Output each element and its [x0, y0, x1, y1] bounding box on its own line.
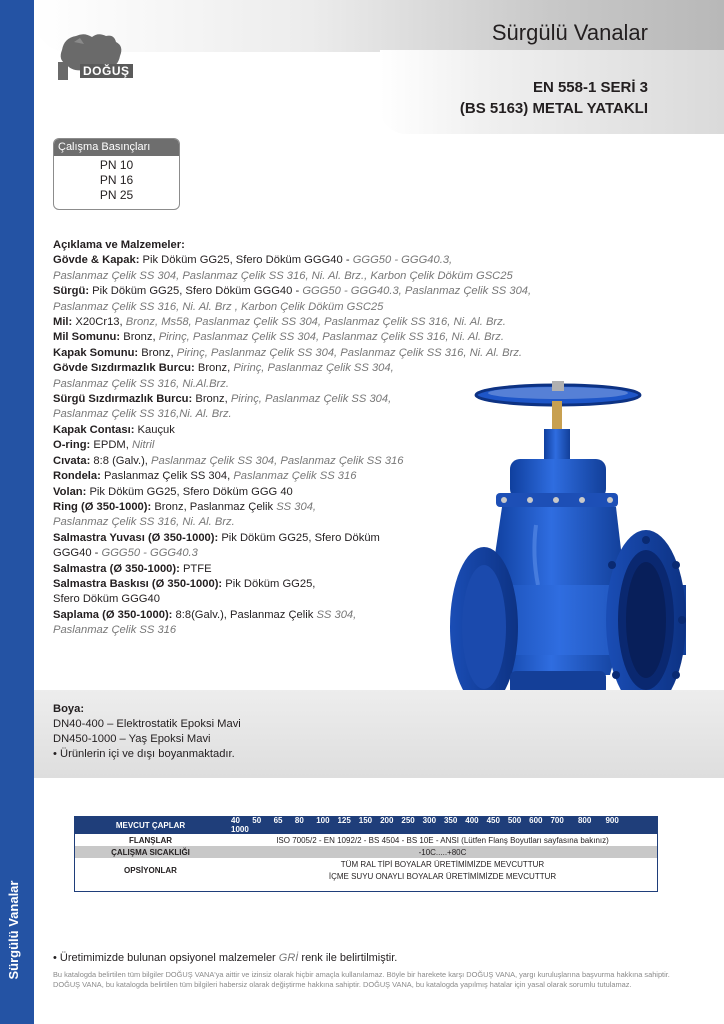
material-optional: Nitril [131, 439, 155, 452]
material-text: PTFE [179, 562, 212, 575]
size-value: 80 [294, 816, 304, 825]
material-label: Salmastra Baskısı (Ø 350-1000): [53, 577, 223, 590]
material-text: Pik Döküm GG25, Sfero Döküm GGG 40 [86, 485, 293, 498]
table-header-row [74, 816, 658, 834]
material-label: Mil Somunu: [53, 331, 121, 344]
size-value: 350 [443, 816, 458, 825]
material-line [53, 330, 573, 345]
material-optional: SS 304, [276, 500, 317, 513]
size-value: 400 [465, 816, 479, 825]
material-optional: GGG50 - GGG40.3, Paslanmaz Çelik SS 304, [302, 285, 532, 298]
material-line [53, 253, 573, 268]
material-optional: Pirinç, Paslanmaz Çelik SS 304, [233, 362, 394, 375]
footer-note [53, 952, 397, 964]
size-value: 1000 [231, 825, 249, 834]
paint-line: DN40-400 – Elektrostatik Epoksi Mavi [53, 718, 241, 730]
paint-info [53, 702, 241, 762]
material-text: Pik Döküm GG25, [222, 577, 316, 590]
size-value: 800 [577, 816, 592, 825]
pressure-value: PN 10 [99, 158, 134, 172]
options-value: TÜM RAL TİPİ BOYALAR ÜRETİMİMİZDE MEVCUTTUR [227, 858, 658, 870]
material-label: Saplama (Ø 350-1000): [53, 608, 173, 621]
material-optional: Paslanmaz Çelik SS 304, Paslanmaz Çelik SS 316 [151, 454, 404, 467]
material-label: Kapak Somunu: [53, 346, 139, 359]
material-label: Sürgü Sızdırmazlık Burcu: [53, 393, 193, 406]
material-label: Gövde Sızdırmazlık Burcu: [53, 362, 195, 375]
material-label: Cıvata: [53, 454, 91, 467]
material-text: Paslanmaz Çelik SS 304, [100, 470, 234, 483]
material-text: Pik Döküm GG25, Sfero Döküm GGG40 - [139, 254, 353, 267]
note-prefix: • Üretimimizde bulunan opsiyonel malzemeler [53, 952, 279, 964]
material-optional: Paslanmaz Çelik SS 316,Ni. Al. Brz. [53, 408, 232, 421]
material-text: Bronz, [120, 331, 159, 344]
material-optional: GGG50 - GGG40.3, [352, 254, 453, 267]
standard-line-1: EN 558-1 SERİ 3 [532, 79, 648, 96]
sidebar-label: Sürgülü Vanalar [6, 880, 21, 980]
standard-line-2: (BS 5163) METAL YATAKLI [459, 100, 648, 117]
materials-heading: Açıklama ve Malzemeler: [53, 239, 185, 251]
paint-line: • Ürünlerin içi ve dışı boyanmaktadır. [53, 748, 235, 760]
material-optional: Pirinç, Paslanmaz Çelik SS 304, Paslanmaz Çelik SS 316, Ni. Al. Brz. [176, 346, 523, 359]
sizes-label: MEVCUT ÇAPLAR [74, 816, 227, 834]
dogus-logo-icon [54, 28, 144, 88]
specs-table [74, 816, 658, 882]
material-text: 8:8 (Galv.), [90, 454, 152, 467]
size-value: 450 [486, 816, 500, 825]
page-title: Sürgülü Vanalar [491, 20, 648, 45]
temperature-value: -10C.....+80C [227, 846, 658, 858]
size-value: 50 [252, 816, 262, 825]
material-text: 8:8(Galv.), Paslanmaz Çelik [172, 608, 317, 621]
size-value: 150 [358, 816, 373, 825]
material-text: Kauçuk [134, 423, 175, 436]
size-value: 500 [507, 816, 522, 825]
material-label: Rondela: [53, 470, 101, 483]
material-line [53, 284, 573, 299]
material-optional: Paslanmaz Çelik SS 316 [53, 624, 177, 637]
material-line [53, 346, 573, 361]
temperature-label: ÇALIŞMA SICAKLIĞI [74, 846, 227, 858]
flanges-label: FLANŞLAR [74, 834, 227, 846]
material-optional: Paslanmaz Çelik SS 316, Ni. Al. Brz. [53, 516, 235, 529]
material-text: Sfero Döküm GGG40 [53, 593, 160, 606]
size-value: 600 [529, 816, 543, 825]
size-value: 250 [401, 816, 415, 825]
size-value: 65 [273, 816, 283, 825]
pressure-value: PN 16 [99, 173, 134, 187]
material-text: Pik Döküm GG25, Sfero Döküm [218, 531, 380, 544]
material-optional: Paslanmaz Çelik SS 316, Ni. Al. Brz , Karbon Çelik Döküm GSC25 [53, 300, 384, 313]
material-label: Gövde & Kapak: [53, 254, 140, 267]
paint-line: DN450-1000 – Yaş Epoksi Mavi [53, 733, 211, 745]
options-label: OPSİYONLAR [74, 858, 227, 882]
material-label: Mil: [53, 316, 73, 329]
material-label: Volan: [53, 485, 87, 498]
material-label: Salmastra Yuvası (Ø 350-1000): [53, 531, 219, 544]
material-line [53, 315, 573, 330]
material-line [53, 269, 573, 284]
pressure-heading: Çalışma Basınçları [54, 139, 179, 156]
material-text: EPDM, [90, 439, 132, 452]
note-grey: GRİ [278, 952, 299, 964]
disclaimer: Bu katalogda belirtilen tüm bilgiler DOĞUŞ VANA'ya aittir ve izinsiz olarak hiçbir amaçla kullanılamaz. Böyle bir harekete karşı DOĞUŞ VANA, yargı kuruluşlarına başvurma hakkına sahiptir. DOĞUŞ VANA, bu katalogda belirtilen tüm bilgileri habersiz olarak değiştirme hakkına sahiptir. DOĞUŞ VANA, bu katalogda yapılmış hatalar için yasal olarak sorumlu tutulamaz. [53, 970, 670, 989]
sizes-list [227, 816, 658, 834]
material-optional: SS 304, [316, 608, 357, 621]
material-optional: Bronz, Ms58, Paslanmaz Çelik SS 304, Paslanmaz Çelik SS 316, Ni. Al. Brz. [125, 316, 506, 329]
material-optional: Paslanmaz Çelik SS 316 [233, 470, 357, 483]
options-value: İÇME SUYU ONAYLI BOYALAR ÜRETİMİMİZDE MEVCUTTUR [227, 870, 658, 882]
material-line [53, 300, 573, 315]
material-text: Bronz, Paslanmaz Çelik [151, 500, 277, 513]
size-value: 200 [380, 816, 394, 825]
material-label: Salmastra (Ø 350-1000): [53, 562, 180, 575]
material-optional: Pirinç, Paslanmaz Çelik SS 304, Paslanmaz Çelik SS 316, Ni. Al. Brz. [158, 331, 504, 344]
flanges-value: ISO 7005/2 - EN 1092/2 - BS 4504 - BS 10E - ANSI (Lütfen Flanş Boyutları sayfasına bakınız) [227, 834, 658, 846]
gate-valve-image [440, 375, 715, 740]
material-text: Bronz, [138, 346, 177, 359]
size-value: 40 [231, 816, 240, 825]
paint-heading: Boya: [53, 703, 85, 715]
material-text: GGG40 - [53, 547, 102, 560]
material-optional: Paslanmaz Çelik SS 316, Ni.Al.Brz. [53, 377, 229, 390]
material-optional: Paslanmaz Çelik SS 304, Paslanmaz Çelik SS 316, Ni. Al. Brz., Karbon Çelik Döküm GSC25 [53, 269, 513, 282]
table-row [74, 846, 658, 858]
material-label: O-ring: [53, 439, 91, 452]
sidebar [0, 0, 34, 1024]
size-value: 300 [422, 816, 437, 825]
logo-text: DOĞUŞ [80, 64, 133, 78]
pressure-value: PN 25 [99, 188, 134, 202]
material-optional: Pirinç, Paslanmaz Çelik SS 304, [230, 393, 392, 406]
material-text: Pik Döküm GG25, Sfero Döküm GGG40 - [89, 285, 303, 298]
size-value: 700 [550, 816, 564, 825]
material-label: Sürgü: [53, 285, 90, 298]
material-optional: GGG50 - GGG40.3 [101, 547, 198, 560]
material-text: Bronz, [192, 393, 231, 406]
size-value: 900 [605, 816, 619, 825]
material-label: Ring (Ø 350-1000): [53, 500, 152, 513]
table-row [74, 858, 658, 870]
material-label: Kapak Contası: [53, 423, 135, 436]
pressure-box [53, 138, 180, 210]
material-text: Bronz, [194, 362, 234, 375]
size-value: 100 [316, 816, 330, 825]
size-value: 125 [337, 816, 351, 825]
note-suffix: renk ile belirtilmiştir. [298, 952, 398, 964]
table-row [74, 834, 658, 846]
material-text: X20Cr13, [72, 316, 126, 329]
